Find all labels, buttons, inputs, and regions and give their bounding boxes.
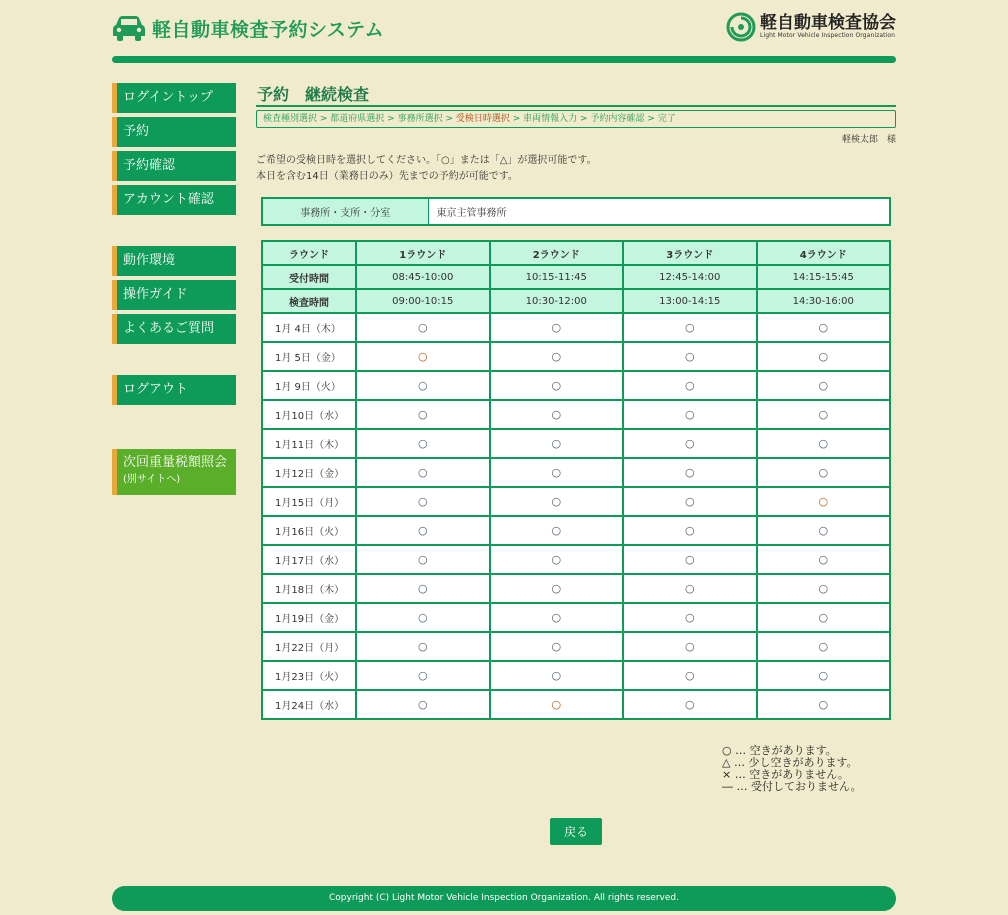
round-header: 4ラウンド bbox=[757, 241, 891, 265]
breadcrumb-step: 検査種別選択 bbox=[263, 114, 318, 124]
round-header-label: ラウンド bbox=[262, 241, 356, 265]
slot-cell[interactable] bbox=[490, 690, 624, 719]
schedule-row bbox=[262, 632, 890, 661]
availability-mark: ○ bbox=[551, 611, 562, 624]
slot-cell[interactable] bbox=[490, 516, 624, 545]
schedule-row bbox=[262, 661, 890, 690]
schedule-date: 1月 4日（木） bbox=[262, 313, 356, 342]
breadcrumb-step: 都道府県選択 bbox=[330, 114, 385, 124]
schedule-date: 1月 9日（火） bbox=[262, 371, 356, 400]
slot-cell[interactable] bbox=[757, 545, 891, 574]
header-bar bbox=[112, 56, 896, 63]
schedule-row bbox=[262, 574, 890, 603]
back-button[interactable]: 戻る bbox=[550, 818, 602, 845]
availability-mark: ○ bbox=[551, 321, 562, 334]
slot-cell[interactable] bbox=[757, 690, 891, 719]
slot-cell[interactable] bbox=[356, 603, 490, 632]
slot-cell[interactable] bbox=[623, 458, 757, 487]
availability-mark: ○ bbox=[684, 379, 695, 392]
main-content bbox=[256, 83, 896, 720]
schedule-date: 1月24日（水） bbox=[262, 690, 356, 719]
availability-mark: ○ bbox=[684, 408, 695, 421]
slot-cell[interactable] bbox=[356, 313, 490, 342]
schedule-date: 1月15日（月） bbox=[262, 487, 356, 516]
sidebar-item-account[interactable]: アカウント確認 bbox=[112, 185, 236, 215]
reception-time: 08:45-10:00 bbox=[356, 265, 490, 289]
slot-cell[interactable] bbox=[757, 458, 891, 487]
slot-cell[interactable] bbox=[623, 487, 757, 516]
availability-mark: ○ bbox=[684, 466, 695, 479]
sidebar-item-environment[interactable]: 動作環境 bbox=[112, 246, 236, 276]
availability-mark: ○ bbox=[417, 611, 428, 624]
schedule-row bbox=[262, 603, 890, 632]
slot-cell[interactable] bbox=[490, 458, 624, 487]
legend-item-closed: ― … 受付しておりません。 bbox=[722, 780, 862, 793]
availability-mark: ○ bbox=[551, 524, 562, 537]
slot-cell[interactable] bbox=[757, 661, 891, 690]
schedule-date: 1月22日（月） bbox=[262, 632, 356, 661]
availability-mark: ○ bbox=[684, 698, 695, 711]
breadcrumb-sep: > bbox=[509, 114, 524, 124]
sidebar-item-reserve[interactable]: 予約 bbox=[112, 117, 236, 147]
availability-mark: ○ bbox=[684, 350, 695, 363]
schedule-table bbox=[261, 240, 891, 720]
instruction-line: 本日を含む14日（業務日のみ）先までの予約が可能です。 bbox=[256, 171, 518, 182]
slot-cell[interactable] bbox=[757, 603, 891, 632]
availability-mark: ○ bbox=[417, 553, 428, 566]
round-header: 3ラウンド bbox=[623, 241, 757, 265]
slot-cell[interactable] bbox=[356, 342, 490, 371]
availability-mark: ○ bbox=[818, 466, 829, 479]
schedule-row bbox=[262, 371, 890, 400]
reception-time: 10:15-11:45 bbox=[490, 265, 624, 289]
availability-mark: ○ bbox=[551, 553, 562, 566]
instruction-line: ご希望の受検日時を選択してください。「○」または「△」が選択可能です。 bbox=[256, 155, 597, 166]
slot-cell[interactable] bbox=[623, 429, 757, 458]
slot-cell[interactable] bbox=[757, 371, 891, 400]
availability-mark: ○ bbox=[551, 582, 562, 595]
availability-mark: ○ bbox=[417, 495, 428, 508]
availability-mark: ○ bbox=[818, 640, 829, 653]
app-title-text: 軽自動車検査予約システム bbox=[152, 18, 385, 41]
slot-cell[interactable] bbox=[757, 574, 891, 603]
availability-mark: ○ bbox=[818, 669, 829, 682]
slot-cell[interactable] bbox=[757, 313, 891, 342]
slot-cell[interactable] bbox=[623, 603, 757, 632]
breadcrumb-step: 予約内容確認 bbox=[590, 114, 645, 124]
availability-mark: ○ bbox=[684, 611, 695, 624]
availability-mark: ○ bbox=[818, 350, 829, 363]
legend bbox=[722, 745, 862, 793]
slot-cell[interactable] bbox=[490, 661, 624, 690]
schedule-row bbox=[262, 400, 890, 429]
breadcrumb-step: 車両情報入力 bbox=[523, 114, 578, 124]
sidebar-item-login-top[interactable]: ログイントップ bbox=[112, 83, 236, 113]
breadcrumb-sep: > bbox=[577, 114, 591, 124]
reception-time: 14:15-15:45 bbox=[757, 265, 891, 289]
slot-cell[interactable] bbox=[490, 342, 624, 371]
slot-cell[interactable] bbox=[356, 574, 490, 603]
schedule-date: 1月11日（木） bbox=[262, 429, 356, 458]
slot-cell[interactable] bbox=[623, 690, 757, 719]
sidebar-gap bbox=[112, 409, 236, 449]
schedule-body bbox=[262, 313, 890, 719]
availability-mark: ○ bbox=[551, 698, 562, 711]
legend-item-available: ○ … 空きがあります。 bbox=[722, 744, 837, 757]
availability-mark: ○ bbox=[818, 611, 829, 624]
schedule-row bbox=[262, 313, 890, 342]
schedule-date: 1月23日（火） bbox=[262, 661, 356, 690]
availability-mark: ○ bbox=[417, 466, 428, 479]
header bbox=[112, 8, 896, 54]
breadcrumb-step-current: 受検日時選択 bbox=[455, 114, 510, 124]
weight-tax-sub: (別サイトへ) bbox=[123, 474, 181, 485]
slot-cell[interactable] bbox=[490, 487, 624, 516]
availability-mark: ○ bbox=[417, 669, 428, 682]
breadcrumb bbox=[256, 110, 896, 128]
inspection-time: 13:00-14:15 bbox=[623, 289, 757, 313]
schedule-row bbox=[262, 690, 890, 719]
sidebar-gap bbox=[112, 219, 236, 246]
slot-cell[interactable] bbox=[490, 313, 624, 342]
inspection-time: 10:30-12:00 bbox=[490, 289, 624, 313]
availability-mark: ○ bbox=[551, 437, 562, 450]
sidebar-item-faq[interactable]: よくあるご質問 bbox=[112, 314, 236, 344]
sidebar-item-reserve-confirm[interactable]: 予約確認 bbox=[112, 151, 236, 181]
availability-mark: ○ bbox=[818, 524, 829, 537]
availability-mark: ○ bbox=[684, 669, 695, 682]
slot-cell[interactable] bbox=[356, 516, 490, 545]
schedule-row bbox=[262, 342, 890, 371]
schedule-date: 1月 5日（金） bbox=[262, 342, 356, 371]
breadcrumb-sep: > bbox=[442, 114, 456, 124]
availability-mark: ○ bbox=[551, 640, 562, 653]
reception-time-label: 受付時間 bbox=[262, 265, 356, 289]
breadcrumb-step: 完了 bbox=[657, 114, 676, 124]
availability-mark: ○ bbox=[417, 379, 428, 392]
availability-mark: ○ bbox=[684, 640, 695, 653]
slot-cell[interactable] bbox=[356, 545, 490, 574]
slot-cell[interactable] bbox=[757, 400, 891, 429]
round-header: 2ラウンド bbox=[490, 241, 624, 265]
user-name: 軽検太郎 様 bbox=[841, 135, 896, 145]
office-value: 東京主管事務所 bbox=[428, 198, 890, 225]
slot-cell[interactable] bbox=[757, 516, 891, 545]
slot-cell[interactable] bbox=[490, 603, 624, 632]
availability-mark: ○ bbox=[818, 698, 829, 711]
breadcrumb-step: 事務所選択 bbox=[397, 114, 443, 124]
availability-mark: ○ bbox=[684, 495, 695, 508]
footer: Copyright (C) Light Motor Vehicle Inspection Organization. All rights reserved. bbox=[112, 886, 896, 911]
breadcrumb-sep: > bbox=[384, 114, 398, 124]
legend-item-full: × … 空きがありません。 bbox=[722, 768, 849, 781]
slot-cell[interactable] bbox=[623, 545, 757, 574]
slot-cell[interactable] bbox=[356, 661, 490, 690]
office-table bbox=[261, 197, 891, 226]
inspection-time: 14:30-16:00 bbox=[757, 289, 891, 313]
availability-mark: ○ bbox=[551, 466, 562, 479]
slot-cell[interactable] bbox=[490, 545, 624, 574]
instructions bbox=[256, 153, 896, 185]
sidebar-gap bbox=[112, 348, 236, 375]
availability-mark: ○ bbox=[417, 408, 428, 421]
slot-cell[interactable] bbox=[623, 371, 757, 400]
reception-time: 12:45-14:00 bbox=[623, 265, 757, 289]
slot-cell[interactable] bbox=[623, 400, 757, 429]
availability-mark: ○ bbox=[417, 350, 428, 363]
availability-mark: ○ bbox=[818, 321, 829, 334]
slot-cell[interactable] bbox=[623, 342, 757, 371]
sidebar-item-weight-tax[interactable] bbox=[112, 449, 236, 495]
slot-cell[interactable] bbox=[490, 632, 624, 661]
org-name-en: Light Motor Vehicle Inspection Organization bbox=[760, 32, 896, 39]
org-name: 軽自動車検査協会 bbox=[760, 13, 896, 33]
slot-cell[interactable] bbox=[356, 632, 490, 661]
availability-mark: ○ bbox=[684, 321, 695, 334]
availability-mark: ○ bbox=[684, 582, 695, 595]
breadcrumb-sep: > bbox=[644, 114, 658, 124]
weight-tax-label: 次回重量税額照会 bbox=[123, 455, 228, 470]
availability-mark: ○ bbox=[818, 408, 829, 421]
schedule-date: 1月18日（木） bbox=[262, 574, 356, 603]
availability-mark: ○ bbox=[417, 698, 428, 711]
slot-cell[interactable] bbox=[757, 429, 891, 458]
slot-cell[interactable] bbox=[490, 574, 624, 603]
org-logo bbox=[726, 12, 896, 42]
slot-cell[interactable] bbox=[757, 632, 891, 661]
schedule-row bbox=[262, 545, 890, 574]
slot-cell[interactable] bbox=[356, 458, 490, 487]
availability-mark: ○ bbox=[551, 408, 562, 421]
sidebar-item-guide[interactable]: 操作ガイド bbox=[112, 280, 236, 310]
slot-cell[interactable] bbox=[356, 400, 490, 429]
slot-cell[interactable] bbox=[623, 516, 757, 545]
availability-mark: ○ bbox=[818, 379, 829, 392]
availability-mark: ○ bbox=[417, 640, 428, 653]
schedule-date: 1月10日（水） bbox=[262, 400, 356, 429]
availability-mark: ○ bbox=[818, 582, 829, 595]
slot-cell[interactable] bbox=[623, 632, 757, 661]
slot-cell[interactable] bbox=[623, 574, 757, 603]
page-title: 予約 継続検査 bbox=[256, 83, 896, 107]
schedule-date: 1月16日（火） bbox=[262, 516, 356, 545]
schedule-date: 1月19日（金） bbox=[262, 603, 356, 632]
breadcrumb-sep: > bbox=[317, 114, 331, 124]
availability-mark: ○ bbox=[417, 437, 428, 450]
slot-cell[interactable] bbox=[623, 313, 757, 342]
slot-cell[interactable] bbox=[356, 690, 490, 719]
availability-mark: ○ bbox=[551, 379, 562, 392]
slot-cell[interactable] bbox=[490, 371, 624, 400]
slot-cell[interactable] bbox=[356, 371, 490, 400]
app-title bbox=[112, 14, 384, 42]
sidebar bbox=[112, 83, 236, 495]
availability-mark: ○ bbox=[551, 495, 562, 508]
availability-mark: ○ bbox=[417, 321, 428, 334]
car-icon bbox=[112, 14, 146, 42]
schedule-row bbox=[262, 458, 890, 487]
availability-mark: ○ bbox=[551, 669, 562, 682]
inspection-time-label: 検査時間 bbox=[262, 289, 356, 313]
schedule-row bbox=[262, 487, 890, 516]
org-emblem-icon bbox=[726, 12, 756, 42]
availability-mark: ○ bbox=[684, 437, 695, 450]
schedule-row bbox=[262, 429, 890, 458]
slot-cell[interactable] bbox=[490, 429, 624, 458]
schedule-row bbox=[262, 516, 890, 545]
availability-mark: ○ bbox=[818, 553, 829, 566]
sidebar-item-logout[interactable]: ログアウト bbox=[112, 375, 236, 405]
availability-mark: ○ bbox=[684, 553, 695, 566]
slot-cell[interactable] bbox=[623, 661, 757, 690]
slot-cell[interactable] bbox=[490, 400, 624, 429]
availability-mark: ○ bbox=[684, 524, 695, 537]
slot-cell[interactable] bbox=[356, 487, 490, 516]
availability-mark: ○ bbox=[551, 350, 562, 363]
legend-item-few: △ … 少し空きがあります。 bbox=[722, 756, 858, 769]
availability-mark: ○ bbox=[417, 524, 428, 537]
availability-mark: ○ bbox=[818, 437, 829, 450]
slot-cell[interactable] bbox=[757, 487, 891, 516]
slot-cell[interactable] bbox=[356, 429, 490, 458]
schedule-date: 1月17日（水） bbox=[262, 545, 356, 574]
office-label: 事務所・支所・分室 bbox=[262, 198, 428, 225]
slot-cell[interactable] bbox=[757, 342, 891, 371]
inspection-time: 09:00-10:15 bbox=[356, 289, 490, 313]
schedule-date: 1月12日（金） bbox=[262, 458, 356, 487]
round-header: 1ラウンド bbox=[356, 241, 490, 265]
availability-mark: ○ bbox=[818, 495, 829, 508]
availability-mark: ○ bbox=[417, 582, 428, 595]
